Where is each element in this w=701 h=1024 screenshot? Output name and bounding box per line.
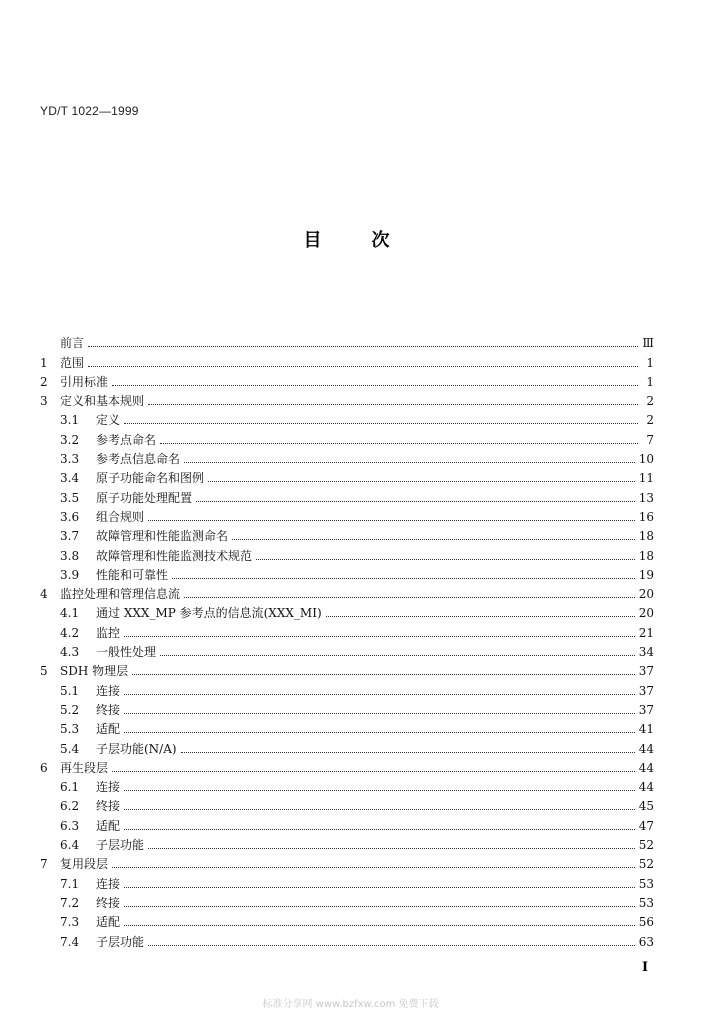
toc-entry-title: 定义 <box>96 413 121 428</box>
toc-entry-page: 10 <box>638 452 654 467</box>
toc-entry-number: 4.3 <box>60 645 80 660</box>
toc-entry[interactable] <box>40 794 654 813</box>
toc-entry-page: 45 <box>638 799 654 814</box>
dot-leader <box>256 559 635 560</box>
standard-code: YD/T 1022—1999 <box>40 104 139 118</box>
toc-entry-title: 原子功能处理配置 <box>96 490 193 505</box>
dot-leader <box>124 713 635 714</box>
toc-entry-number: 4 <box>40 587 48 602</box>
toc-entry-title: 引用标准 <box>60 374 109 389</box>
toc-entry-page: 1 <box>646 374 654 389</box>
toc-entry[interactable] <box>40 717 654 736</box>
toc-entry-title: 再生段层 <box>60 760 109 775</box>
toc-entry[interactable] <box>40 582 654 601</box>
toc-entry-page: 1 <box>646 355 654 370</box>
toc-entry[interactable] <box>40 408 654 427</box>
toc-entry-title: 性能和可靠性 <box>96 567 169 582</box>
dot-leader <box>184 462 635 463</box>
toc-entry[interactable] <box>40 427 654 446</box>
toc-entry-number: 6.4 <box>60 838 80 853</box>
dot-leader <box>112 385 638 386</box>
toc-entry-page: 37 <box>638 702 654 717</box>
toc-entry-number: 7.4 <box>60 934 80 949</box>
toc-entry-number: 4.1 <box>60 606 80 621</box>
dot-leader <box>232 539 635 540</box>
toc-entry-page: 2 <box>646 394 654 409</box>
dot-leader <box>88 366 638 367</box>
dot-leader <box>124 732 635 733</box>
toc-entry-title: 子层功能(N/A) <box>96 741 177 756</box>
toc-entry-number: 7.1 <box>60 876 80 891</box>
toc-entry-title: 监控 <box>96 625 121 640</box>
toc-entry-page: 52 <box>638 857 654 872</box>
toc-entry-page: 20 <box>638 606 654 621</box>
toc-entry[interactable] <box>40 563 654 582</box>
toc-entry-number: 5.3 <box>60 722 80 737</box>
toc-entry-title: 组合规则 <box>96 509 145 524</box>
toc-entry-number: 6.2 <box>60 799 80 814</box>
toc-entry-number: 6 <box>40 760 48 775</box>
toc-entry[interactable] <box>40 640 654 659</box>
toc-entry[interactable] <box>40 756 654 775</box>
toc-entry-page: 37 <box>638 664 654 679</box>
toc-entry-page: 18 <box>638 529 654 544</box>
dot-leader <box>148 520 635 521</box>
toc-entry-number: 3 <box>40 394 48 409</box>
page-title-part2: 次 <box>371 230 390 251</box>
toc-entry-page: 44 <box>638 780 654 795</box>
dot-leader <box>148 404 638 405</box>
dot-leader <box>124 423 638 424</box>
dot-leader <box>112 867 635 868</box>
toc-entry-title: 通过 XXX_MP 参考点的信息流(XXX_MI) <box>96 606 322 621</box>
toc-entry-title: 范围 <box>60 355 85 370</box>
toc-entry-page: 47 <box>638 818 654 833</box>
dot-leader <box>124 906 635 907</box>
toc-entry-page: 13 <box>638 490 654 505</box>
toc-entry-number: 3.1 <box>60 413 80 428</box>
toc-entry[interactable] <box>40 447 654 466</box>
dot-leader <box>184 597 635 598</box>
toc-entry-page: 56 <box>638 915 654 930</box>
dot-leader <box>160 443 638 444</box>
toc-entry[interactable] <box>40 370 654 389</box>
toc-entry[interactable] <box>40 698 654 717</box>
toc-entry[interactable] <box>40 891 654 910</box>
toc-entry-page: 18 <box>638 548 654 563</box>
toc-entry-number: 3.4 <box>60 471 80 486</box>
dot-leader <box>124 829 635 830</box>
toc-entry-page: 52 <box>638 838 654 853</box>
toc-entry-number: 6.3 <box>60 818 80 833</box>
toc-entry-title: 子层功能 <box>96 934 145 949</box>
toc-entry-page: 53 <box>638 895 654 910</box>
toc-entry-title: 定义和基本规则 <box>60 394 145 409</box>
toc-entry-page: 20 <box>638 587 654 602</box>
toc-entry[interactable] <box>40 736 654 755</box>
toc-entry-title: 原子功能命名和图例 <box>96 471 205 486</box>
toc-entry-title: 故障管理和性能监测技术规范 <box>96 548 253 563</box>
toc-entry-number: 7.2 <box>60 895 80 910</box>
toc-entry[interactable] <box>40 929 654 948</box>
toc-entry-title: 参考点信息命名 <box>96 452 181 467</box>
toc-entry[interactable] <box>40 813 654 832</box>
dot-leader <box>160 655 635 656</box>
toc-entry[interactable] <box>40 331 654 350</box>
toc-entry-number: 3.8 <box>60 548 80 563</box>
toc-entry-number: 7.3 <box>60 915 80 930</box>
toc-entry-page: 53 <box>638 876 654 891</box>
toc-entry-title: 适配 <box>96 915 121 930</box>
dot-leader <box>112 771 635 772</box>
toc-entry-title: 适配 <box>96 818 121 833</box>
table-of-contents <box>40 331 654 949</box>
toc-entry-page: 7 <box>646 432 654 447</box>
toc-entry[interactable] <box>40 833 654 852</box>
toc-entry[interactable] <box>40 466 654 485</box>
toc-entry-number: 5.4 <box>60 741 80 756</box>
toc-entry-page: 44 <box>638 741 654 756</box>
dot-leader <box>88 346 638 347</box>
toc-entry-title: 复用段层 <box>60 857 109 872</box>
dot-leader <box>124 790 635 791</box>
toc-entry-title: 终接 <box>96 799 121 814</box>
toc-entry-title: 连接 <box>96 780 121 795</box>
dot-leader <box>124 636 635 637</box>
toc-entry[interactable] <box>40 871 654 890</box>
toc-entry[interactable] <box>40 910 654 929</box>
dot-leader <box>148 848 635 849</box>
dot-leader <box>326 616 635 617</box>
toc-entry-page: 34 <box>638 645 654 660</box>
dot-leader <box>124 694 635 695</box>
toc-entry-title: 终接 <box>96 895 121 910</box>
toc-entry[interactable] <box>40 389 654 408</box>
toc-entry-page: 21 <box>638 625 654 640</box>
dot-leader <box>196 501 635 502</box>
toc-entry-title: 子层功能 <box>96 838 145 853</box>
toc-entry-number: 6.1 <box>60 780 80 795</box>
toc-entry-title: 故障管理和性能监测命名 <box>96 529 229 544</box>
toc-entry[interactable] <box>40 659 654 678</box>
dot-leader <box>181 752 635 753</box>
toc-entry[interactable] <box>40 485 654 504</box>
toc-entry-title: 参考点命名 <box>96 432 157 447</box>
toc-entry[interactable] <box>40 678 654 697</box>
toc-entry-number: 5.2 <box>60 702 80 717</box>
toc-entry-title: SDH 物理层 <box>60 664 129 679</box>
toc-entry-number: 5 <box>40 664 48 679</box>
dot-leader <box>124 925 635 926</box>
toc-entry[interactable] <box>40 852 654 871</box>
toc-entry-page: 44 <box>638 760 654 775</box>
toc-entry[interactable] <box>40 620 654 639</box>
toc-entry-page: 2 <box>646 413 654 428</box>
toc-entry-number: 3.5 <box>60 490 80 505</box>
watermark: 标准分享网 www.bzfxw.com 免费下载 <box>262 999 439 1010</box>
toc-entry-number: 3.6 <box>60 509 80 524</box>
page-title <box>0 226 701 252</box>
dot-leader <box>124 809 635 810</box>
toc-entry[interactable] <box>40 775 654 794</box>
toc-entry-number: 5.1 <box>60 683 80 698</box>
toc-entry-title: 适配 <box>96 722 121 737</box>
dot-leader <box>124 887 635 888</box>
dot-leader <box>148 945 635 946</box>
toc-entry[interactable] <box>40 601 654 620</box>
toc-entry-number: 1 <box>40 355 48 370</box>
toc-entry-title: 连接 <box>96 876 121 891</box>
toc-entry[interactable] <box>40 505 654 524</box>
toc-entry[interactable] <box>40 543 654 562</box>
toc-entry-number: 2 <box>40 374 48 389</box>
dot-leader <box>208 481 635 482</box>
toc-entry-title: 一般性处理 <box>96 645 157 660</box>
toc-entry-number: 3.2 <box>60 432 80 447</box>
toc-entry-number: 3.9 <box>60 567 80 582</box>
toc-entry-page: 19 <box>638 567 654 582</box>
toc-entry-number: 3.7 <box>60 529 80 544</box>
toc-entry-page: 11 <box>638 471 654 486</box>
dot-leader <box>132 674 635 675</box>
toc-entry-page: Ⅲ <box>642 336 654 351</box>
page-title-part1: 目 <box>303 230 322 251</box>
toc-entry-title: 前言 <box>60 336 85 351</box>
toc-entry-page: 16 <box>638 509 654 524</box>
toc-entry-page: 37 <box>638 683 654 698</box>
toc-entry[interactable] <box>40 524 654 543</box>
toc-entry-number: 7 <box>40 857 48 872</box>
toc-entry-title: 连接 <box>96 683 121 698</box>
toc-entry-title: 监控处理和管理信息流 <box>60 587 181 602</box>
dot-leader <box>172 578 635 579</box>
toc-entry-number: 4.2 <box>60 625 80 640</box>
toc-entry-number: 3.3 <box>60 452 80 467</box>
toc-entry[interactable] <box>40 350 654 369</box>
toc-entry-page: 41 <box>638 722 654 737</box>
toc-entry-title: 终接 <box>96 702 121 717</box>
page-number: Ⅰ <box>642 960 649 975</box>
toc-entry-page: 63 <box>638 934 654 949</box>
